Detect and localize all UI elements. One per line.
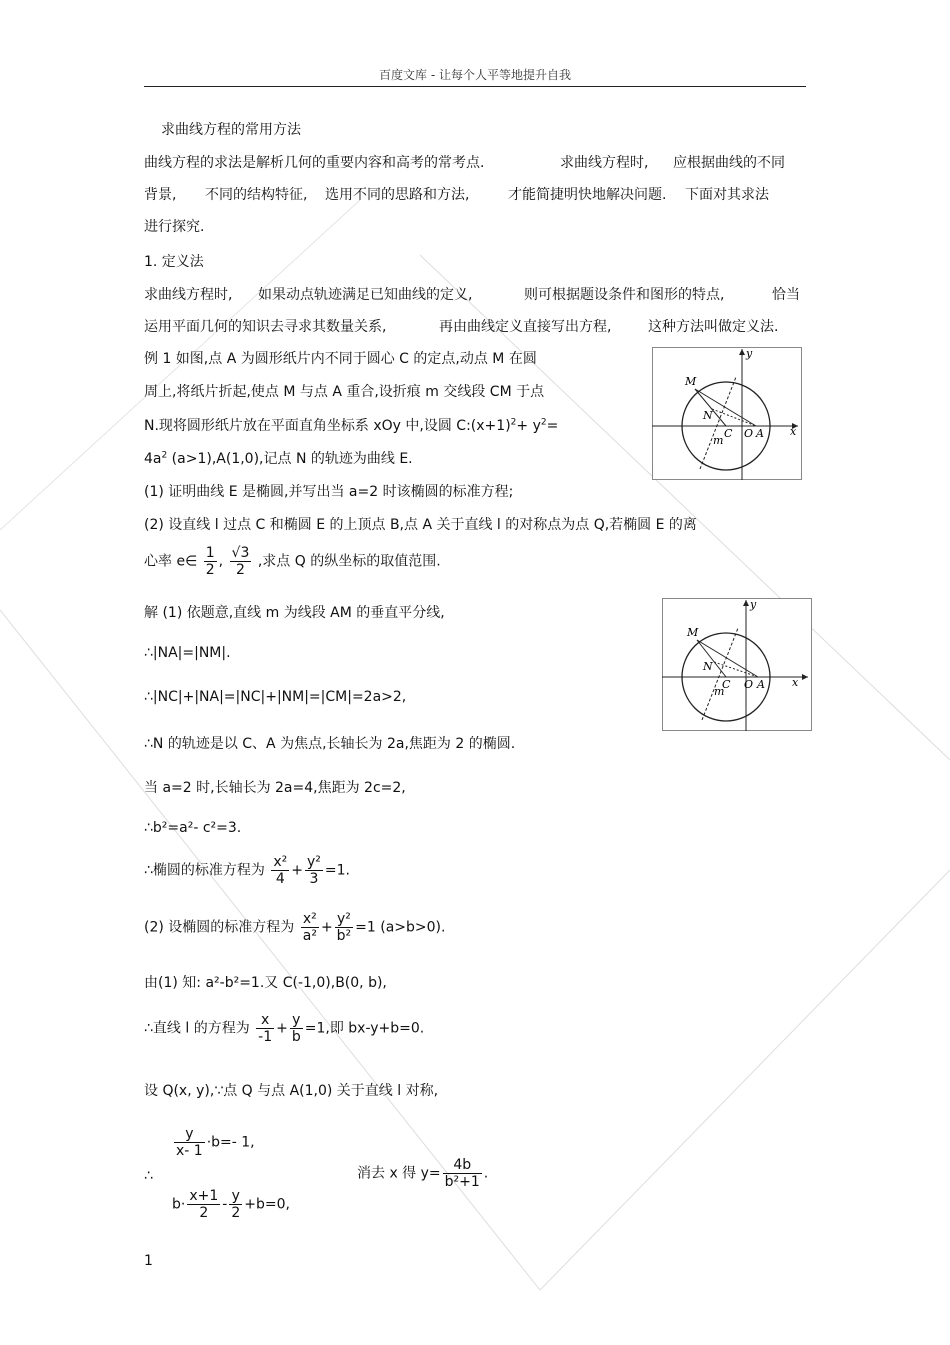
svg-text:M: M	[687, 626, 699, 639]
def-line2-b: 再由曲线定义直接写出方程,	[439, 319, 612, 335]
svg-text:m: m	[714, 685, 725, 698]
solution-2: ∴|NA|=|NM|.	[144, 645, 231, 661]
svg-text:N: N	[703, 660, 713, 673]
page-number: 1	[144, 1253, 153, 1269]
intro-line3: 进行探究.	[144, 219, 205, 235]
header-rule	[144, 86, 806, 87]
def-line2-a: 运用平面几何的知识去寻求其数量关系,	[144, 319, 387, 335]
system-eq-2: b· $\frac{x+1}{2}$ - $\frac{y}{2}$ +b=0,	[172, 1188, 290, 1221]
section-heading: 1. 定义法	[144, 254, 204, 270]
intro-line2-e: 下面对其求法	[685, 187, 769, 203]
svg-text:O: O	[744, 427, 754, 440]
intro-line2-b: 不同的结构特征,	[205, 187, 308, 203]
solution-7: ∴椭圆的标准方程为 $\frac{\text{x²}}{4}$ + $\frac{\text{y²}}{3}$ =1.	[144, 854, 351, 887]
solution-1: 解 (1) 依题意,直线 m 为线段 AM 的垂直平分线,	[144, 605, 445, 621]
svg-text:A: A	[757, 678, 765, 691]
question-1: (1) 证明曲线 E 是椭圆,并写出当 a=2 时该椭圆的标准方程;	[144, 484, 514, 500]
svg-text:N: N	[703, 409, 713, 422]
intro-line1-a: 曲线方程的求法是解析几何的重要内容和高考的常考点.	[144, 155, 485, 171]
def-line1-d: 恰当	[772, 287, 800, 303]
intro-line2-d: 才能简捷明快地解决问题.	[508, 187, 667, 203]
solution-8: (2) 设椭圆的标准方程为 $\frac{\text{x²}}{\text{a²}}$ + $\frac{\text{y²}}{\text{b²}}$ =1 (a>b>0).	[144, 911, 446, 944]
svg-text:x: x	[792, 676, 799, 689]
solution-10: ∴直线 l 的方程为 $\frac{x}{-1}$ + $\frac{y}{b}$ =1,即 bx-y+b=0.	[144, 1012, 425, 1045]
def-line1-a: 求曲线方程时,	[144, 287, 233, 303]
question-2: (2) 设直线 l 过点 C 和椭圆 E 的上顶点 B,点 A 关于直线 l 的对称点为点 Q,若椭圆 E 的离	[144, 517, 697, 533]
system-eq-1: $\frac{y}{x- 1}$ ·b=- 1,	[176, 1126, 255, 1159]
svg-text:y: y	[746, 347, 753, 360]
solution-6: ∴b²=a²- c²=3.	[144, 820, 242, 836]
def-line2-c: 这种方法叫做定义法.	[648, 319, 779, 335]
intro-line2-a: 背景,	[144, 187, 177, 203]
solution-11: 设 Q(x, y),∵点 Q 与点 A(1,0) 关于直线 l 对称,	[144, 1083, 439, 1099]
solution-5: 当 a=2 时,长轴长为 2a=4,焦距为 2c=2,	[144, 780, 406, 796]
svg-text:M: M	[685, 375, 697, 388]
example-line3: N.现将圆形纸片放在平面直角坐标系 xOy 中,设圆 $C:(x+1)^2+ y^2=$	[144, 417, 559, 434]
intro-line1-c: 应根据曲线的不同	[673, 155, 785, 171]
therefore-symbol: ∴	[144, 1168, 153, 1184]
svg-text:x: x	[790, 425, 797, 438]
figure-circle-1	[652, 347, 802, 480]
solution-3: ∴|NC|+|NA|=|NC|+|NM|=|CM|=2a>2,	[144, 689, 407, 705]
intro-line1-b: 求曲线方程时,	[560, 155, 649, 171]
svg-text:A: A	[756, 427, 764, 440]
fraction-half: $\frac{1}{2}$	[205, 545, 215, 578]
page-header: 百度文库 - 让每个人平等地提升自我	[379, 68, 571, 82]
example-line2: 周上,将纸片折起,使点 M 与点 A 重合,设折痕 m 交线段 CM 于点	[144, 384, 545, 400]
svg-text:m: m	[713, 434, 724, 447]
fraction-sqrt3-half: $\frac{√3}{2}$	[231, 545, 250, 578]
intro-line2-c: 选用不同的思路和方法,	[325, 187, 470, 203]
solution-9: 由(1) 知: a²-b²=1.又 C(-1,0),B(0, b),	[144, 975, 387, 991]
question-2-cont: 心率 e∈ $\frac{1}{2}$ , $\frac{√3}{2}$ ,求点 Q 的纵坐标的取值范围.	[144, 545, 441, 578]
def-line1-c: 则可根据题设条件和图形的特点,	[524, 287, 725, 303]
svg-text:C: C	[724, 427, 733, 440]
doc-title: 求曲线方程的常用方法	[161, 122, 301, 138]
svg-text:O: O	[744, 678, 754, 691]
solution-4: ∴N 的轨迹是以 C、A 为焦点,长轴长为 2a,焦距为 2 的椭圆.	[144, 736, 516, 752]
eliminate-x: 消去 x 得 y= $\frac{4b}{\text{b²+1}}$ .	[357, 1157, 489, 1190]
example-line4: $4a^2$ (a>1),A(1,0),记点 N 的轨迹为曲线 E.	[144, 450, 413, 467]
figure-circle-2	[662, 598, 812, 731]
svg-text:y: y	[750, 598, 757, 611]
example-line1: 例 1 如图,点 A 为圆形纸片内不同于圆心 C 的定点,动点 M 在圆	[144, 351, 537, 367]
def-line1-b: 如果动点轨迹满足已知曲线的定义,	[258, 287, 473, 303]
svg-text:C: C	[722, 678, 731, 691]
